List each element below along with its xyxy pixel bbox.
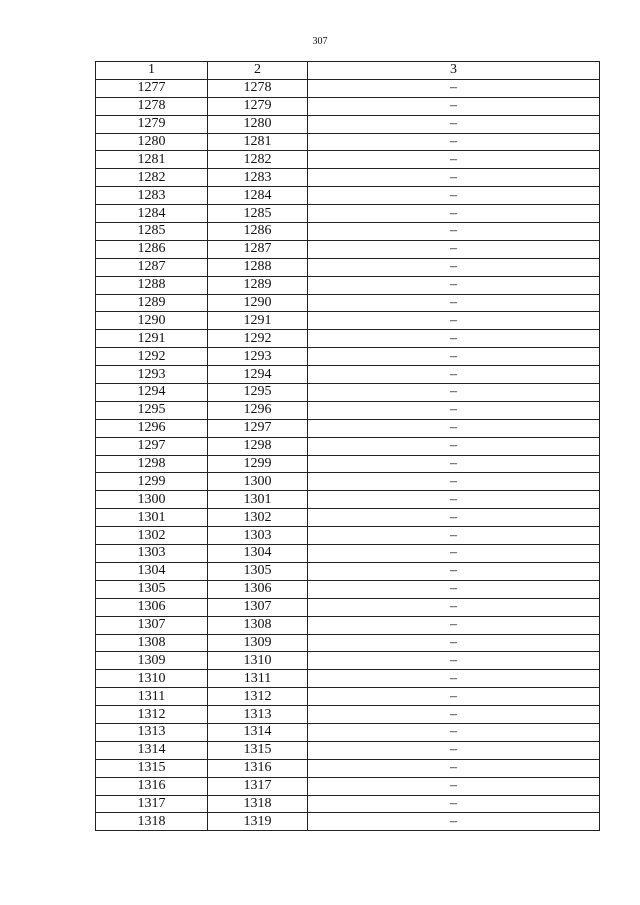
table-row <box>96 419 600 437</box>
table-cell-col-2: 1284 <box>208 187 308 205</box>
table-cell-col-2: 1300 <box>208 473 308 491</box>
table-row <box>96 205 600 223</box>
table-cell-col-1: 1314 <box>96 741 208 759</box>
table-cell-col-3: – <box>308 294 600 312</box>
table-cell-col-3: – <box>308 723 600 741</box>
table-cell-col-3: – <box>308 187 600 205</box>
table-row <box>96 545 600 563</box>
table-cell-col-1: 1284 <box>96 205 208 223</box>
table-row <box>96 527 600 545</box>
table-cell-col-3: – <box>308 223 600 241</box>
table-cell-col-1: 1305 <box>96 580 208 598</box>
table-cell-col-3: – <box>308 419 600 437</box>
table-cell-col-1: 1283 <box>96 187 208 205</box>
table-cell-col-3: – <box>308 169 600 187</box>
table-cell-col-2: 1278 <box>208 79 308 97</box>
table-row <box>96 491 600 509</box>
table-cell-col-2: 1306 <box>208 580 308 598</box>
table-cell-col-2: 1309 <box>208 634 308 652</box>
table-cell-col-3: – <box>308 312 600 330</box>
table-cell-col-2: 1296 <box>208 401 308 419</box>
table-cell-col-1: 1310 <box>96 670 208 688</box>
table-cell-col-1: 1318 <box>96 813 208 831</box>
table-cell-col-1: 1285 <box>96 223 208 241</box>
table-cell-col-1: 1306 <box>96 598 208 616</box>
table-cell-col-2: 1305 <box>208 562 308 580</box>
table-cell-col-3: – <box>308 348 600 366</box>
table-cell-col-1: 1311 <box>96 688 208 706</box>
table-cell-col-1: 1297 <box>96 437 208 455</box>
table-cell-col-2: 1289 <box>208 276 308 294</box>
table-cell-col-3: – <box>308 258 600 276</box>
page-number: 307 <box>312 36 328 47</box>
table-cell-col-3: – <box>308 545 600 563</box>
table-cell-col-1: 1290 <box>96 312 208 330</box>
column-header-1: 1 <box>96 62 208 80</box>
table-cell-col-3: – <box>308 473 600 491</box>
table-cell-col-2: 1292 <box>208 330 308 348</box>
table-row <box>96 741 600 759</box>
table-header <box>96 62 600 80</box>
table-cell-col-3: – <box>308 151 600 169</box>
table-cell-col-2: 1311 <box>208 670 308 688</box>
table-cell-col-1: 1293 <box>96 366 208 384</box>
table-row <box>96 401 600 419</box>
table-cell-col-1: 1317 <box>96 795 208 813</box>
table-cell-col-1: 1292 <box>96 348 208 366</box>
table-cell-col-2: 1312 <box>208 688 308 706</box>
table-cell-col-3: – <box>308 366 600 384</box>
table-cell-col-3: – <box>308 777 600 795</box>
table-cell-col-3: – <box>308 509 600 527</box>
table-cell-col-2: 1315 <box>208 741 308 759</box>
table-cell-col-1: 1280 <box>96 133 208 151</box>
table-cell-col-3: – <box>308 401 600 419</box>
table-cell-col-1: 1282 <box>96 169 208 187</box>
table-cell-col-2: 1298 <box>208 437 308 455</box>
table-row <box>96 240 600 258</box>
table-row <box>96 187 600 205</box>
table-cell-col-2: 1283 <box>208 169 308 187</box>
table-cell-col-3: – <box>308 491 600 509</box>
table-row <box>96 616 600 634</box>
table-cell-col-2: 1317 <box>208 777 308 795</box>
table-row <box>96 634 600 652</box>
table-row <box>96 151 600 169</box>
table-cell-col-3: – <box>308 670 600 688</box>
table-row <box>96 509 600 527</box>
table-cell-col-2: 1282 <box>208 151 308 169</box>
table-row <box>96 652 600 670</box>
table-cell-col-1: 1300 <box>96 491 208 509</box>
table-cell-col-1: 1289 <box>96 294 208 312</box>
table-cell-col-3: – <box>308 276 600 294</box>
table-cell-col-2: 1302 <box>208 509 308 527</box>
table-cell-col-3: – <box>308 652 600 670</box>
table-cell-col-1: 1307 <box>96 616 208 634</box>
table-cell-col-2: 1294 <box>208 366 308 384</box>
table-cell-col-1: 1278 <box>96 97 208 115</box>
table-row <box>96 813 600 831</box>
table-cell-col-2: 1318 <box>208 795 308 813</box>
table-cell-col-1: 1315 <box>96 759 208 777</box>
table-row <box>96 312 600 330</box>
table-cell-col-2: 1287 <box>208 240 308 258</box>
table-cell-col-3: – <box>308 741 600 759</box>
table-cell-col-3: – <box>308 205 600 223</box>
table-row <box>96 294 600 312</box>
table-cell-col-3: – <box>308 795 600 813</box>
table-cell-col-2: 1304 <box>208 545 308 563</box>
header-row <box>96 62 600 80</box>
table-cell-col-2: 1319 <box>208 813 308 831</box>
table-row <box>96 348 600 366</box>
table-cell-col-2: 1279 <box>208 97 308 115</box>
table-row <box>96 723 600 741</box>
table-row <box>96 688 600 706</box>
table-cell-col-3: – <box>308 133 600 151</box>
table-cell-col-1: 1295 <box>96 401 208 419</box>
table-cell-col-1: 1301 <box>96 509 208 527</box>
table-row <box>96 706 600 724</box>
table-row <box>96 473 600 491</box>
table-cell-col-1: 1304 <box>96 562 208 580</box>
column-header-2: 2 <box>208 62 308 80</box>
table-cell-col-2: 1301 <box>208 491 308 509</box>
table-cell-col-1: 1286 <box>96 240 208 258</box>
table-cell-col-1: 1277 <box>96 79 208 97</box>
table-cell-col-2: 1288 <box>208 258 308 276</box>
data-table <box>95 61 600 831</box>
table-cell-col-2: 1308 <box>208 616 308 634</box>
table-cell-col-2: 1281 <box>208 133 308 151</box>
table-cell-col-2: 1303 <box>208 527 308 545</box>
table-cell-col-2: 1299 <box>208 455 308 473</box>
table-cell-col-1: 1308 <box>96 634 208 652</box>
table-cell-col-2: 1290 <box>208 294 308 312</box>
table-cell-col-1: 1316 <box>96 777 208 795</box>
table-cell-col-3: – <box>308 688 600 706</box>
table-cell-col-3: – <box>308 437 600 455</box>
table-cell-col-2: 1286 <box>208 223 308 241</box>
table-row <box>96 133 600 151</box>
table-cell-col-3: – <box>308 455 600 473</box>
table-cell-col-3: – <box>308 330 600 348</box>
table-row <box>96 366 600 384</box>
table-row <box>96 455 600 473</box>
table-cell-col-2: 1295 <box>208 384 308 402</box>
table-row <box>96 115 600 133</box>
table-cell-col-1: 1296 <box>96 419 208 437</box>
table-row <box>96 562 600 580</box>
table-row <box>96 777 600 795</box>
table-cell-col-3: – <box>308 616 600 634</box>
table-row <box>96 580 600 598</box>
table-row <box>96 258 600 276</box>
table-cell-col-1: 1279 <box>96 115 208 133</box>
table-cell-col-2: 1313 <box>208 706 308 724</box>
table-row <box>96 169 600 187</box>
table-cell-col-1: 1309 <box>96 652 208 670</box>
table-cell-col-3: – <box>308 240 600 258</box>
table-cell-col-2: 1297 <box>208 419 308 437</box>
table-cell-col-3: – <box>308 759 600 777</box>
table-cell-col-2: 1291 <box>208 312 308 330</box>
table-cell-col-1: 1281 <box>96 151 208 169</box>
table-row <box>96 759 600 777</box>
table-cell-col-1: 1298 <box>96 455 208 473</box>
table-row <box>96 97 600 115</box>
table-row <box>96 795 600 813</box>
table-cell-col-1: 1288 <box>96 276 208 294</box>
table-cell-col-3: – <box>308 634 600 652</box>
column-header-3: 3 <box>308 62 600 80</box>
table-cell-col-1: 1291 <box>96 330 208 348</box>
table-cell-col-3: – <box>308 384 600 402</box>
table-cell-col-3: – <box>308 527 600 545</box>
table-cell-col-1: 1303 <box>96 545 208 563</box>
table-cell-col-3: – <box>308 813 600 831</box>
table-row <box>96 670 600 688</box>
table-cell-col-1: 1313 <box>96 723 208 741</box>
table-cell-col-2: 1280 <box>208 115 308 133</box>
table-cell-col-2: 1293 <box>208 348 308 366</box>
table-row <box>96 276 600 294</box>
table-row <box>96 437 600 455</box>
table-cell-col-2: 1310 <box>208 652 308 670</box>
table-cell-col-1: 1299 <box>96 473 208 491</box>
table-cell-col-1: 1302 <box>96 527 208 545</box>
table-cell-col-3: – <box>308 79 600 97</box>
table-cell-col-2: 1307 <box>208 598 308 616</box>
table-cell-col-3: – <box>308 580 600 598</box>
table-cell-col-3: – <box>308 706 600 724</box>
table-row <box>96 79 600 97</box>
table-cell-col-3: – <box>308 562 600 580</box>
table-row <box>96 384 600 402</box>
table-cell-col-1: 1294 <box>96 384 208 402</box>
table-row <box>96 223 600 241</box>
table-row <box>96 330 600 348</box>
table-cell-col-2: 1314 <box>208 723 308 741</box>
table-body <box>96 79 600 830</box>
table-row <box>96 598 600 616</box>
table-cell-col-1: 1287 <box>96 258 208 276</box>
table-cell-col-3: – <box>308 115 600 133</box>
table-cell-col-2: 1285 <box>208 205 308 223</box>
table-cell-col-1: 1312 <box>96 706 208 724</box>
table-cell-col-3: – <box>308 97 600 115</box>
table-cell-col-3: – <box>308 598 600 616</box>
table-cell-col-2: 1316 <box>208 759 308 777</box>
